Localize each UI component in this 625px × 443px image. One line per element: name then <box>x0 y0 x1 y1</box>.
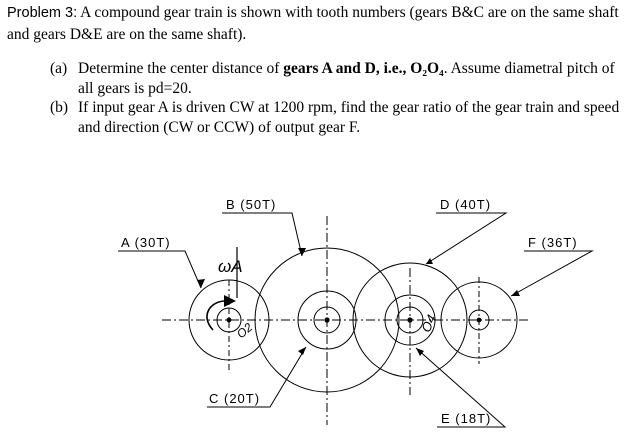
part-b-text: If input gear A is driven CW at 1200 rpm, find the gear ratio of the gear train and speed and direction (CW or CCW) of output gear F. <box>78 99 620 136</box>
omega-arrow-arc <box>207 301 224 330</box>
handwritten-o2: O2 <box>233 320 256 342</box>
center-dot-d <box>407 317 412 322</box>
label-gear-a: A (30T) <box>121 235 171 250</box>
leader-a-arrow <box>197 279 205 288</box>
leader-e-arrow <box>416 348 424 356</box>
leader-f <box>511 251 592 296</box>
center-dot-a <box>227 318 232 323</box>
handwritten-omega-a: ωA <box>218 257 243 276</box>
label-gear-c: C (20T) <box>209 391 261 406</box>
label-gear-d: D (40T) <box>440 197 492 212</box>
problem-intro: A compound gear train is shown with tooth numbers (gears B&C are on the same shaft and gears D&E are on the same shaft). <box>7 4 619 43</box>
part-b-tag: (b) <box>50 99 69 116</box>
handwritten-o4: O4 <box>418 312 440 335</box>
part-a-text-before: Determine the center distance of <box>78 60 284 77</box>
omega-arrow-head <box>224 295 236 307</box>
label-gear-e: E (18T) <box>441 411 492 426</box>
part-a-tag: (a) <box>50 60 68 77</box>
part-a-bold: gears A and D, i.e., O₂O₄ <box>283 60 444 77</box>
leader-d <box>426 213 506 264</box>
label-gear-f: F (36T) <box>528 235 578 250</box>
leader-d-arrow <box>426 258 433 264</box>
leader-f-arrow <box>511 290 520 296</box>
part-a-text-after: . Assume diametral pitch of all gears is pd=20. <box>78 60 615 97</box>
leader-c-arrow <box>298 347 306 355</box>
problem-label: Problem 3: <box>7 5 78 21</box>
leader-b <box>222 213 302 256</box>
label-gear-b: B (50T) <box>226 197 277 212</box>
center-dot-f <box>477 318 482 323</box>
leader-a <box>118 251 201 288</box>
center-dot-b <box>324 317 329 322</box>
